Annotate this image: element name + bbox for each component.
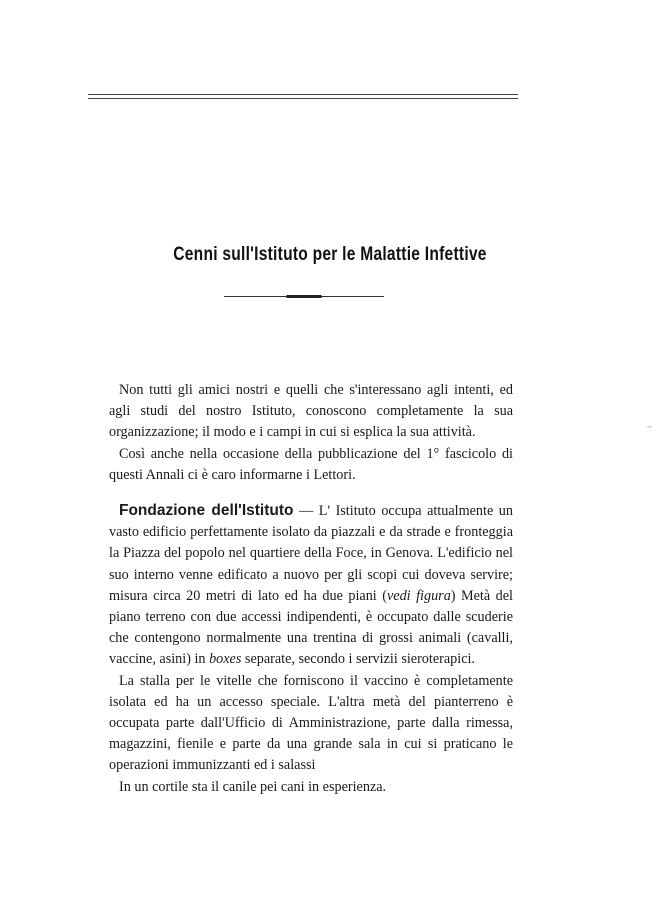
top-double-rule	[88, 94, 518, 99]
section-text-a: L' Istituto occupa attualmente un vasto edificio perfettamente isolato da piazzali e da strade e fronteggia la Piazza del popolo nel quartiere della Foce, in Genova. L'edificio nel suo interno venne edificato a nuovo per gli scopi cui doveva servire; misura circa 20 metri di lato ed ha due piani (	[109, 503, 513, 604]
section-heading: Fondazione dell'Istituto	[119, 502, 294, 520]
title-ornament	[224, 295, 384, 298]
heading-dash: —	[293, 503, 319, 520]
article-body	[109, 380, 513, 798]
section-text-b: ) Metà del piano terreno con due accessi indipendenti, è occupato dalle scuderie che contengono normalmente una trentina di grossi animali (cavalli, vaccine, asini) in	[109, 587, 514, 668]
margin-mark: ~	[647, 422, 652, 432]
section-emphasis-boxes: boxes	[209, 651, 242, 668]
section-emphasis-figure: vedi figura	[386, 587, 451, 604]
section-paragraph-2: La stalla per le vitelle che forniscono il vaccino è completamente isolata ed ha un accesso speciale. L'altra metà del pianterreno è occupata parte dall'Ufficio di Amministrazione, parte dalla rimessa, magazzini, fienile e parte da una grande sala in cui si praticano le operazioni immunizzanti ed i salassi	[109, 672, 513, 774]
ornament-center	[286, 295, 322, 298]
page-title: Cenni sull'Istituto per le Malattie Infettive	[173, 244, 487, 265]
section-paragraph-1	[109, 500, 513, 671]
ornament-line-right	[322, 296, 384, 297]
section-paragraph-3: In un cortile sta il canile pei cani in esperienza.	[119, 778, 387, 795]
intro-paragraph-1: Non tutti gli amici nostri e quelli che s'interessano agli intenti, ed agli studi del nostro Istituto, conoscono completamente la sua organizzazione; il modo e i campi in cui si esplica la sua attività.	[109, 382, 513, 441]
intro-paragraph-2: Così anche nella occasione della pubblicazione del 1° fascicolo di questi Annali ci è caro informarne i Lettori.	[109, 445, 513, 483]
section-text-c: separate, secondo i servizii sieroterapici.	[241, 651, 475, 668]
ornament-line-left	[224, 296, 286, 297]
